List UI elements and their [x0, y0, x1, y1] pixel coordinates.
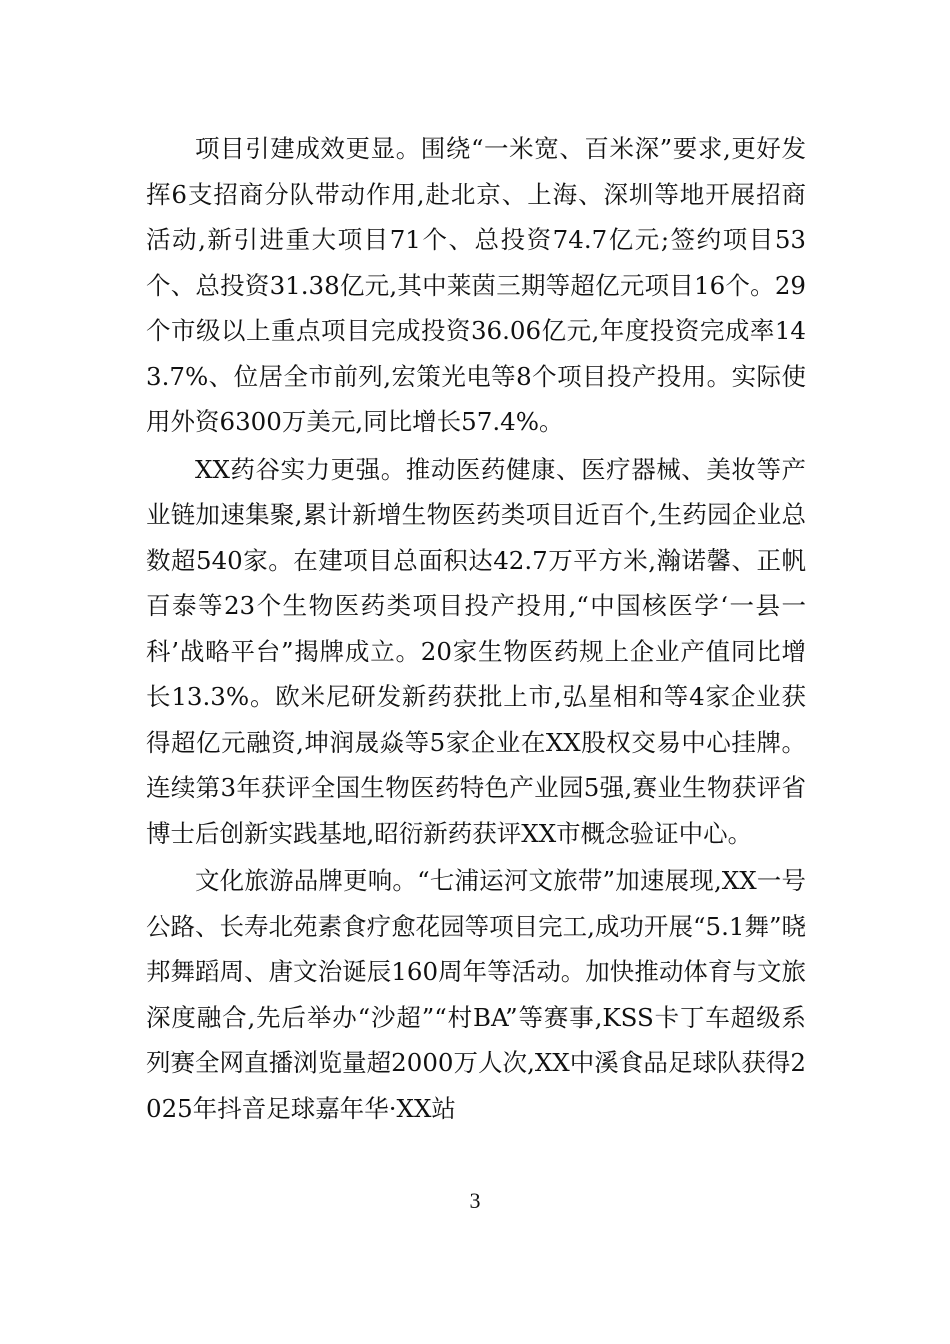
- document-body: [146, 126, 806, 1133]
- paragraph-project-introduction: 项目引建成效更显。围绕“一米宽、百米深”要求,更好发挥6支招商分队带动作用,赴北京、上海、深圳等地开展招商活动,新引进重大项目71个、总投资74.7亿元;签约项目53个、总投资31.38亿元,其中莱茵三期等超亿元项目16个。29个市级以上重点项目完成投资36.06亿元,年度投资完成率143.7%、位居全市前列,宏策光电等8个项目投产投用。实际使用外资6300万美元,同比增长57.4%。: [146, 134, 806, 436]
- page-number: 3: [469, 1188, 481, 1213]
- paragraph-culture-tourism: 文化旅游品牌更响。“七浦运河文旅带”加速展现,XX一号公路、长寿北苑素食疗愈花园等项目完工,成功开展“5.1舞”晓邦舞蹈周、唐文治诞辰160周年等活动。加快推动体育与文旅深度融合,先后举办“沙超”“村BA”等赛事,KSS卡丁车超级系列赛全网直播浏览量超2000万人次,XX中溪食品足球队获得2025年抖音足球嘉年华·XX站: [146, 866, 806, 1123]
- paragraph-pharma-valley: XX药谷实力更强。推动医药健康、医疗器械、美妆等产业链加速集聚,累计新增生物医药类项目近百个,生药园企业总数超540家。在建项目总面积达42.7万平方米,瀚诺馨、正帆百泰等23个生物医药类项目投产投用,“中国核医学‘一县一科’战略平台”揭牌成立。20家生物医药规上企业产值同比增长13.3%。欧米尼研发新药获批上市,弘星相和等4家企业获得超亿元融资,坤润晟焱等5家企业在XX股权交易中心挂牌。连续第3年获评全国生物医药特色产业园5强,赛业生物获评省博士后创新实践基地,昭衍新药获评XX市概念验证中心。: [146, 454, 806, 848]
